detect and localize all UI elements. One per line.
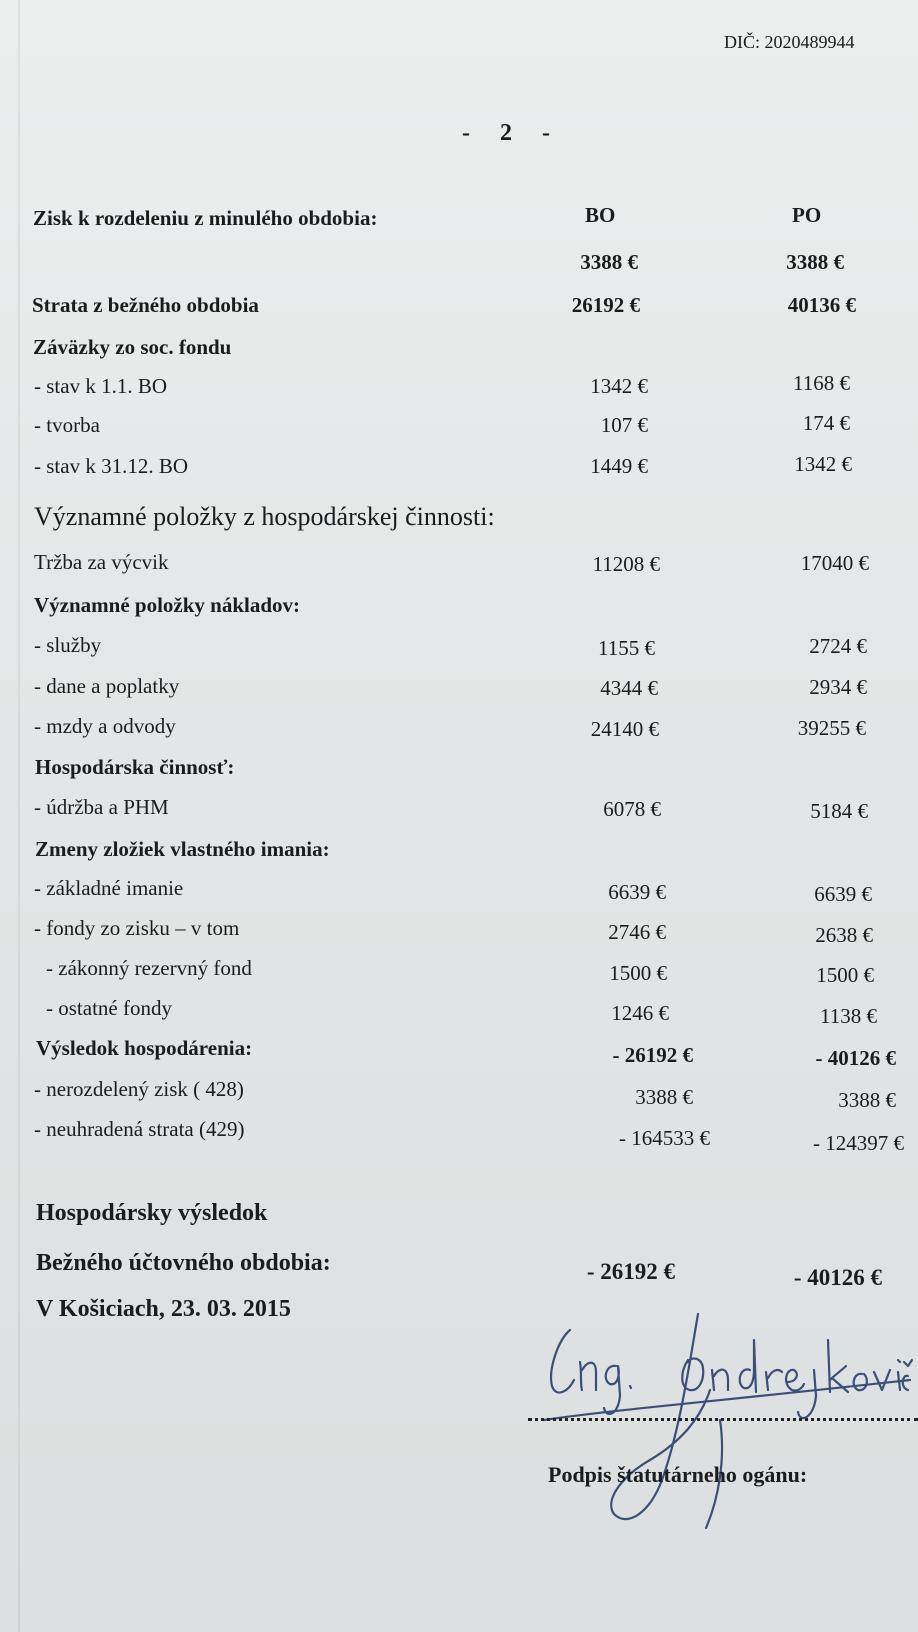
row-neuhradena-po: - 124397 € xyxy=(813,1131,904,1155)
row-strata-bo: 26192 € xyxy=(571,293,640,317)
row-dane-po: 2934 € xyxy=(809,675,867,699)
row-stav3112-po: 1342 € xyxy=(794,452,852,476)
section-zmeny: Zmeny zložiek vlastného imania: xyxy=(35,837,330,861)
footer-total-po: - 40126 € xyxy=(793,1265,882,1290)
row-stav3112-label: - stav k 31.12. BO xyxy=(34,454,188,478)
signature-label: Podpis štatutárneho ogánu: xyxy=(548,1462,808,1487)
row-trzba-po: 17040 € xyxy=(800,551,869,575)
row-tvorba-po: 174 € xyxy=(802,411,850,435)
row-fondy-bo: 2746 € xyxy=(608,920,666,944)
row-zakonny-bo: 1500 € xyxy=(609,961,667,985)
column-header-bo: BO xyxy=(585,203,616,227)
paper-fold xyxy=(18,0,20,1632)
row-vysledok-bo: - 26192 € xyxy=(612,1043,693,1067)
row-vysledok-po: - 40126 € xyxy=(815,1046,896,1070)
row-tvorba-label: - tvorba xyxy=(34,413,100,437)
row-zisk-po: 3388 € xyxy=(786,250,844,274)
row-zakonny-po: 1500 € xyxy=(816,963,874,987)
row-mzdy-label: - mzdy a odvody xyxy=(34,714,176,738)
row-trzba-bo: 11208 € xyxy=(592,552,660,576)
row-fondy-po: 2638 € xyxy=(815,923,873,947)
column-header-po: PO xyxy=(792,203,822,227)
row-zakladne-po: 6639 € xyxy=(814,882,872,906)
row-neuhradena-bo: - 164533 € xyxy=(619,1126,710,1150)
row-udrzba-bo: 6078 € xyxy=(603,797,661,821)
row-ostatne-label: - ostatné fondy xyxy=(46,996,172,1020)
footer-line1: Hospodársky výsledok xyxy=(36,1200,268,1226)
row-dane-label: - dane a poplatky xyxy=(34,674,180,698)
place-date: V Košiciach, 23. 03. 2015 xyxy=(36,1296,291,1322)
row-nerozdeleny-label: - nerozdelený zisk ( 428) xyxy=(34,1077,244,1101)
row-stav11-bo: 1342 € xyxy=(590,374,648,398)
row-zakonny-label: - zákonný rezervný fond xyxy=(46,956,252,980)
row-sluzby-label: - služby xyxy=(34,633,102,657)
row-nerozdeleny-po: 3388 € xyxy=(838,1088,896,1112)
row-zisk-bo: 3388 € xyxy=(580,250,638,274)
row-strata-label: Strata z bežného obdobia xyxy=(32,293,259,317)
section-zavazky: Záväzky zo soc. fondu xyxy=(33,335,232,359)
row-trzba-label: Tržba za výcvik xyxy=(34,550,169,574)
signature-line xyxy=(528,1418,918,1421)
tax-id: DIČ: 2020489944 xyxy=(724,32,855,52)
row-fondy-label: - fondy zo zisku – v tom xyxy=(34,916,240,940)
row-sluzby-bo: 1155 € xyxy=(598,636,655,660)
row-ostatne-bo: 1246 € xyxy=(611,1001,669,1025)
row-sluzby-po: 2724 € xyxy=(809,634,867,658)
row-mzdy-po: 39255 € xyxy=(797,716,866,740)
row-zisk-label: Zisk k rozdeleniu z minulého obdobia: xyxy=(33,206,378,230)
footer-total-bo: - 26192 € xyxy=(586,1259,675,1284)
row-udrzba-label: - údržba a PHM xyxy=(34,795,169,819)
section-vyznamne-nakl: Významné položky nákladov: xyxy=(34,593,301,617)
row-stav11-po: 1168 € xyxy=(793,371,850,395)
row-ostatne-po: 1138 € xyxy=(820,1004,877,1028)
row-nerozdeleny-bo: 3388 € xyxy=(635,1085,693,1109)
row-zakladne-label: - základné imanie xyxy=(34,876,184,900)
section-hosp-cinnost: Hospodárska činnosť: xyxy=(35,755,235,779)
section-vyznamne-hosp: Významné položky z hospodárskej činnosti: xyxy=(34,502,495,531)
row-strata-po: 40136 € xyxy=(787,293,856,317)
row-zakladne-bo: 6639 € xyxy=(608,880,666,904)
row-dane-bo: 4344 € xyxy=(600,676,658,700)
row-mzdy-bo: 24140 € xyxy=(590,717,659,741)
row-stav11-label: - stav k 1.1. BO xyxy=(34,374,167,398)
page-number: - 2 - xyxy=(462,120,562,146)
section-vysledok: Výsledok hospodárenia: xyxy=(36,1036,253,1060)
row-neuhradena-label: - neuhradená strata (429) xyxy=(34,1117,245,1141)
footer-line2: Bežného účtovného obdobia: xyxy=(36,1250,331,1276)
row-stav3112-bo: 1449 € xyxy=(590,454,648,478)
row-udrzba-po: 5184 € xyxy=(810,799,868,823)
row-tvorba-bo: 107 € xyxy=(600,413,648,437)
